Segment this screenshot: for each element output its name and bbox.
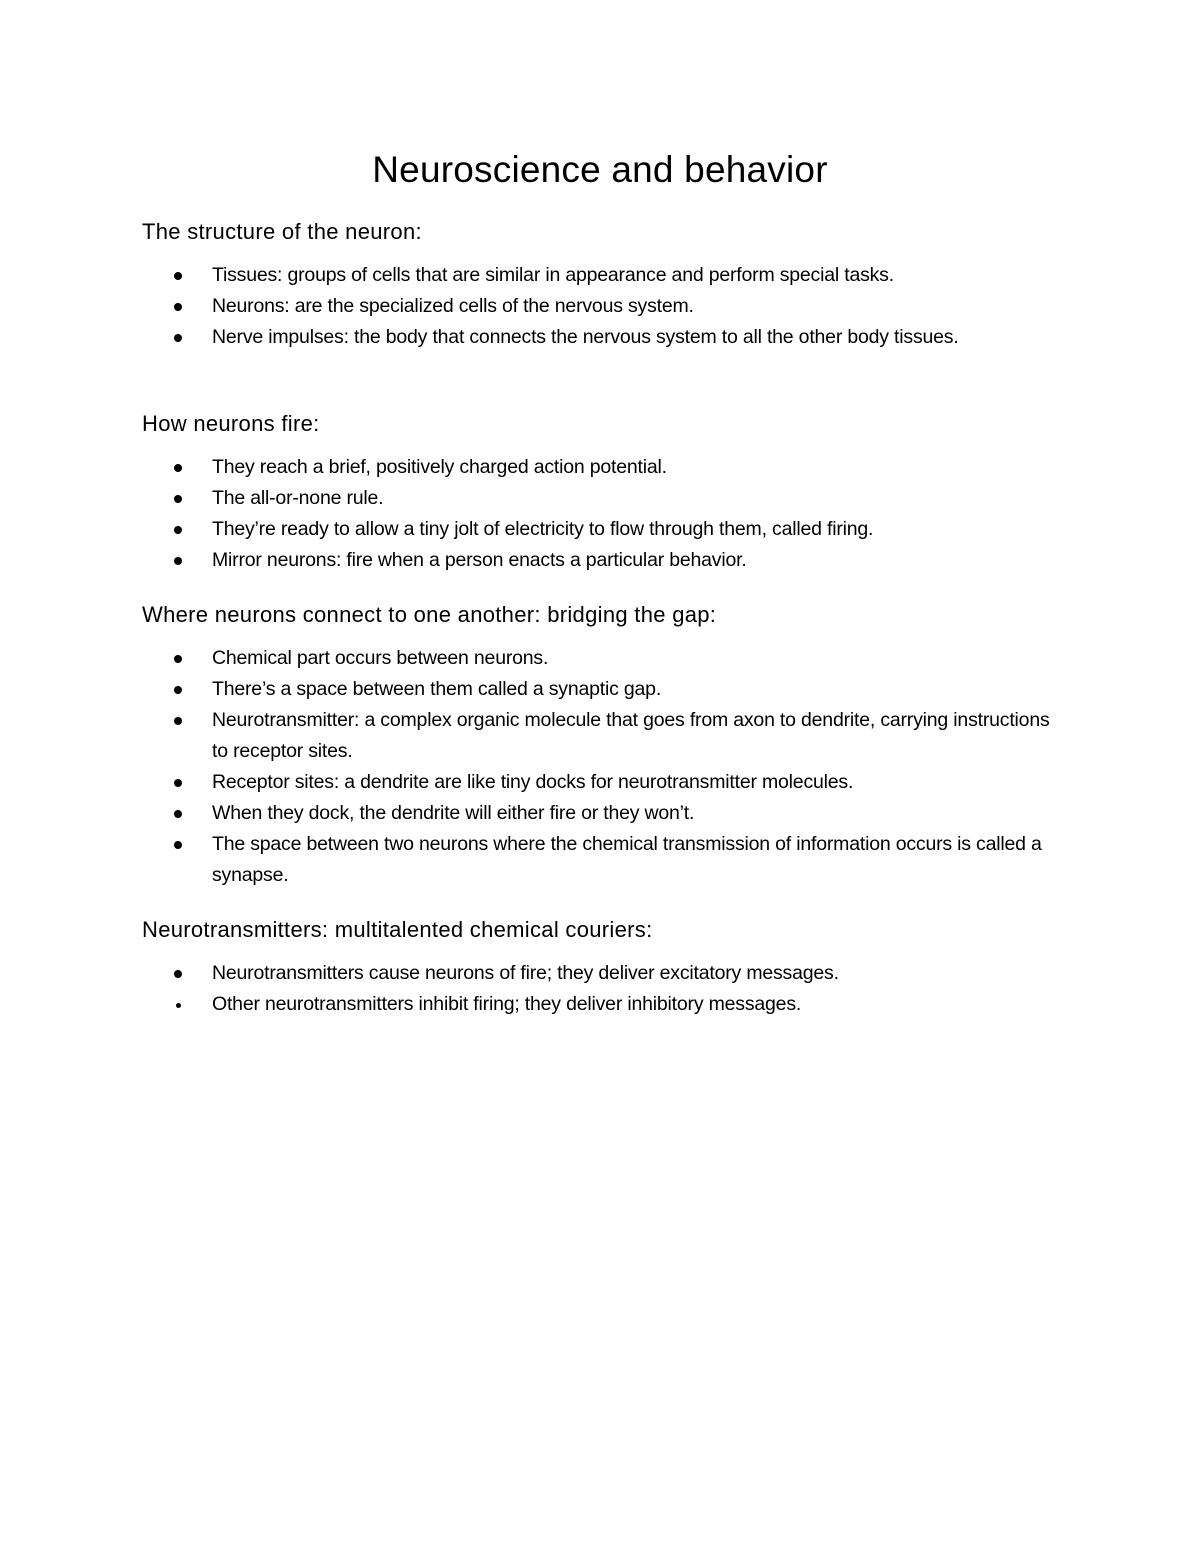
list-item-text: Nerve impulses: the body that connects the nervous system to all the other body tissues.: [212, 326, 959, 348]
list-item-text: Neurotransmitters cause neurons of fire; they deliver excitatory messages.: [212, 962, 839, 984]
list-item-text: Tissues: groups of cells that are similar in appearance and perform special tasks.: [212, 264, 894, 286]
bullet-icon: [174, 779, 182, 787]
bullet-icon: [174, 841, 182, 849]
list-item-text: Mirror neurons: fire when a person enacts a particular behavior.: [212, 549, 747, 571]
list-item-text: The space between two neurons where the chemical transmission of information occurs is called a synapse.: [212, 833, 1042, 886]
section-neuron-structure: [142, 217, 1102, 353]
list-item: [142, 989, 1062, 1020]
list-item: [142, 798, 1062, 829]
bullet-icon: [176, 1003, 181, 1008]
list-item-text: They’re ready to allow a tiny jolt of electricity to flow through them, called firing.: [212, 518, 874, 540]
bullet-icon: [174, 334, 182, 342]
bullet-icon: [174, 810, 182, 818]
list-item: [142, 514, 1062, 545]
bullet-icon: [174, 272, 182, 280]
bullet-icon: [174, 526, 182, 534]
section-heading: The structure of the neuron:: [142, 219, 422, 244]
bullet-icon: [174, 495, 182, 503]
list-item-text: The all-or-none rule.: [212, 487, 384, 509]
list-item: [142, 260, 1062, 291]
list-item: [142, 674, 1062, 705]
section-neurotransmitters: [142, 915, 1102, 1020]
bullet-icon: [174, 303, 182, 311]
list-item: [142, 291, 1062, 322]
list-item: [142, 545, 1062, 576]
section-how-neurons-fire: [142, 409, 1102, 576]
bullet-icon: [174, 686, 182, 694]
bullet-list: [142, 452, 1102, 576]
list-item-text: Neurotransmitter: a complex organic molecule that goes from axon to dendrite, carrying instructions to receptor sites.: [212, 709, 1050, 762]
bullet-list: [142, 643, 1102, 891]
list-item-text: Chemical part occurs between neurons.: [212, 647, 549, 669]
section-heading: How neurons fire:: [142, 411, 320, 436]
bullet-icon: [174, 464, 182, 472]
bullet-icon: [174, 717, 182, 725]
list-item: [142, 829, 1062, 891]
section-heading: Where neurons connect to one another: bridging the gap:: [142, 602, 717, 627]
bullet-icon: [174, 970, 182, 978]
section-heading: Neurotransmitters: multitalented chemical couriers:: [142, 917, 653, 942]
list-item-text: Neurons: are the specialized cells of the nervous system.: [212, 295, 694, 317]
list-item: [142, 322, 1062, 353]
bullet-list: [142, 958, 1102, 1020]
list-item: [142, 452, 1062, 483]
list-item: [142, 958, 1062, 989]
bullet-icon: [174, 655, 182, 663]
list-item: [142, 705, 1062, 767]
page-title: Neuroscience and behavior: [372, 149, 828, 190]
list-item-text: When they dock, the dendrite will either fire or they won’t.: [212, 802, 695, 824]
bullet-list: [142, 260, 1102, 353]
section-bridging-the-gap: [142, 600, 1102, 891]
list-item-text: They reach a brief, positively charged action potential.: [212, 456, 667, 478]
list-item: [142, 643, 1062, 674]
list-item-text: Other neurotransmitters inhibit firing; they deliver inhibitory messages.: [212, 993, 802, 1015]
list-item-text: There’s a space between them called a synaptic gap.: [212, 678, 662, 700]
list-item: [142, 483, 1062, 514]
list-item: [142, 767, 1062, 798]
list-item-text: Receptor sites: a dendrite are like tiny docks for neurotransmitter molecules.: [212, 771, 854, 793]
bullet-icon: [174, 557, 182, 565]
